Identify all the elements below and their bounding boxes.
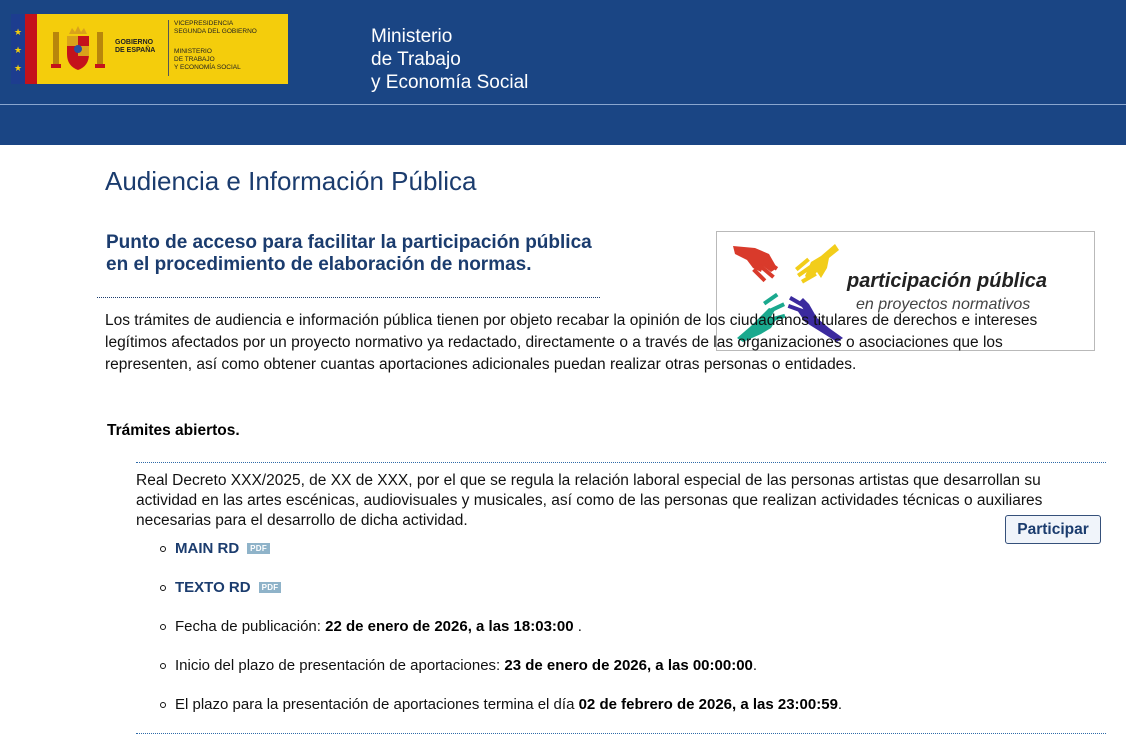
logo-divider (168, 20, 169, 76)
header-separator (0, 104, 1126, 105)
intro-paragraph: Los trámites de audiencia e información pública tienen por objeto recabar la opinión de los ciudadanos titulares de derechos e intereses legítimos afectados por un proyecto normativo ya redactado, directamente o a través de las organizaciones o asociaciones que los representen, así como obtener cuantas aportaciones adicionales puedan realizar otras personas o entidades. (105, 312, 1038, 373)
heading-divider (97, 297, 600, 298)
gobierno-espana-text: GOBIERNO DE ESPAÑA (115, 39, 156, 54)
item-top-divider (136, 462, 1106, 463)
texto-rd-link[interactable]: TEXTO RD (175, 579, 251, 596)
period-start: Inicio del plazo de presentación de aportaciones: 23 de enero de 2026, a las 00:00:00. (175, 657, 758, 674)
star-icon: ★ (14, 63, 23, 73)
publication-date: Fecha de publicación: 22 de enero de 2026, a las 18:03:00 . (175, 618, 582, 635)
ministry-line: de Trabajo (371, 49, 461, 70)
coat-of-arms-icon (49, 24, 107, 74)
eu-flag-strip (11, 14, 25, 84)
bullet-icon (160, 663, 166, 669)
flag-red-strip (25, 14, 37, 84)
pdf-icon[interactable]: PDF (259, 582, 282, 593)
bullet-icon (160, 546, 166, 552)
participar-button[interactable]: Participar (1005, 515, 1101, 544)
tramites-heading: Trámites abiertos. (107, 422, 240, 439)
bullet-icon (160, 585, 166, 591)
page-title: Audiencia e Información Pública (105, 166, 477, 196)
vicepresidencia-text: VICEPRESIDENCIA SEGUNDA DEL GOBIERNO (174, 20, 257, 35)
bullet-icon (160, 702, 166, 708)
ministry-name[interactable] (371, 25, 528, 94)
government-logo[interactable] (11, 14, 288, 84)
item-description: Real Decreto XXX/2025, de XX de XXX, por el que se regula la relación laboral especial de las personas artistas que desarrollan su actividad en las artes escénicas, audiovisuales y musicales, así como de las personas que realizan actividades técnicas o auxiliares necesarias para el desarrollo de dicha actividad. (136, 472, 1043, 529)
star-icon: ★ (14, 45, 23, 55)
main-rd-link[interactable]: MAIN RD (175, 540, 240, 557)
ministerio-logo-text: MINISTERIO DE TRABAJO Y ECONOMÍA SOCIAL (174, 48, 241, 71)
period-end: El plazo para la presentación de aportaciones termina el día 02 de febrero de 2026, a las 23:00:59. (175, 696, 843, 713)
ministry-line: Ministerio (371, 26, 453, 47)
section-heading: Punto de acceso para facilitar la participación pública en el procedimiento de elaboración de normas. (106, 232, 592, 275)
site-header (0, 0, 1126, 145)
banner-subtitle: en proyectos normativos (856, 296, 1031, 313)
star-icon: ★ (14, 27, 23, 37)
banner-title: participación pública (847, 270, 1048, 292)
pdf-icon[interactable]: PDF (247, 543, 270, 554)
item-bottom-divider (136, 733, 1106, 734)
bullet-icon (160, 624, 166, 630)
ministry-line: y Economía Social (371, 72, 529, 93)
